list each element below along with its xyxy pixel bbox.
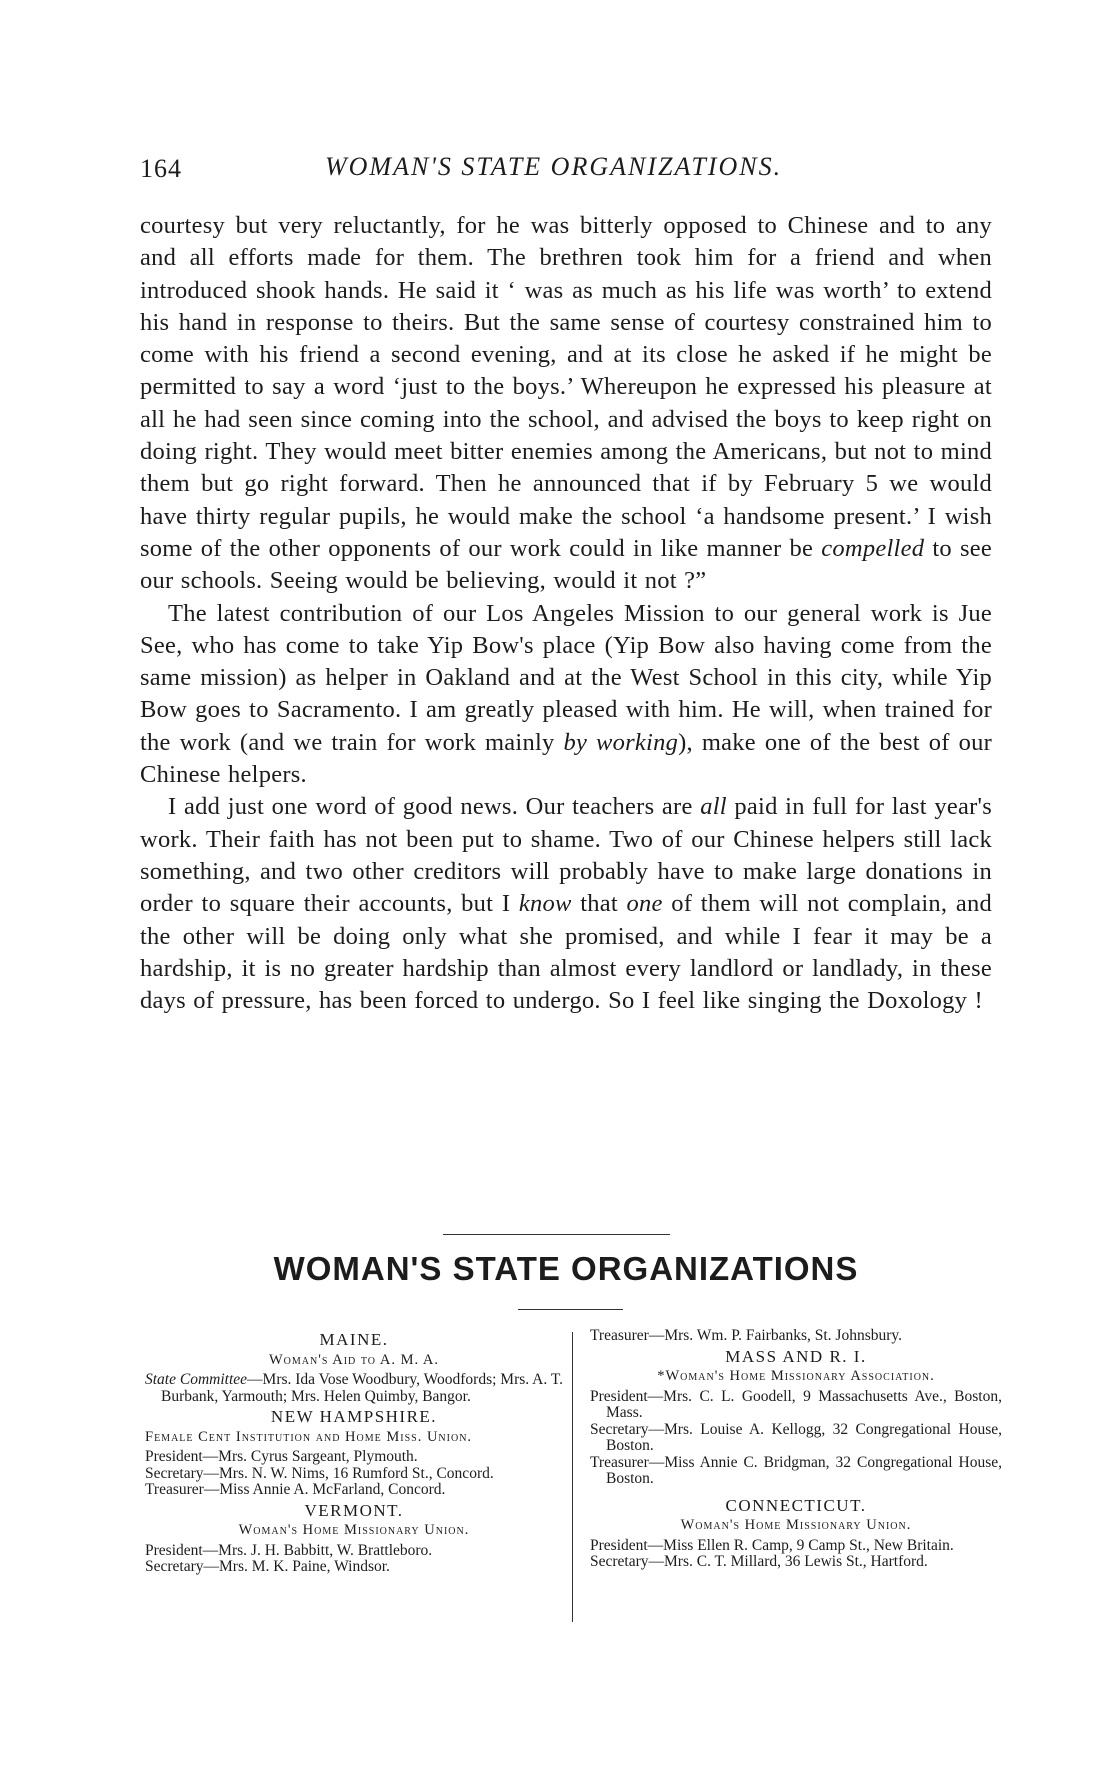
paragraph-1-end: to see our schools. Seeing would be believing, would it not ?” [140,534,992,595]
paragraph-3-emphasis-2: know [518,890,572,918]
ct-secretary: Secretary—Mrs. C. T. Millard, 36 Lewis St., Hartford. [590,1553,928,1570]
right-column [590,1328,1002,1571]
left-column [145,1328,563,1576]
paragraph-3-text-c: that [580,890,618,918]
running-head [140,150,1000,184]
org-vermont: Woman's Home Missionary Union. [238,1522,470,1538]
article-body [140,210,992,1017]
ma-secretary: Secretary—Mrs. Louise A. Kellogg, 32 Congregational House, Boston. [590,1420,1002,1454]
paragraph-2 [140,598,992,792]
maine-committee-label: State Committee [145,1371,248,1388]
maine-committee-text: —Mrs. Ida Vose Woodbury, Woodfords; Mrs. A. T. Burbank, Yarmouth; Mrs. Helen Quimby, Bangor. [161,1371,564,1405]
section-rule-bottom [518,1309,623,1310]
running-title: WOMAN'S STATE ORGANIZATIONS. [325,152,783,181]
paragraph-3-text-d: of them will not complain, and the other will be doing only what she promised, and while I fear it may be a hardship, it is no greater hardship than almost every landlord or landlady, in these days of pressure, has been forced to undergo. So I feel like singing the Doxology ! [140,890,993,1015]
vt-secretary: Secretary—Mrs. M. K. Paine, Windsor. [145,1558,390,1575]
paragraph-3-text-b: paid in full for last year's work. Their faith has not been put to shame. Two of our Chinese helpers still lack something, and two other creditors will probably have to make large donations in order to square their accounts, but I [140,793,993,918]
paragraph-1-text: courtesy but very reluctantly, for he was bitterly opposed to Chinese and to any and all efforts made for them. The brethren took him for a friend and when introduced shook hands. He said it ‘ was as much as his life was worth’ to extend his hand in response to theirs. But the same sense of courtesy constrained him to come with his friend a second evening, and at its close he asked if he might be permitted to say a word ‘just to the boys.’ Whereupon he expressed his pleasure at all he had seen since coming into the school, and advised the boys to keep right on doing right. They would meet bitter enemies among the Americans, but not to mind them but go right forward. Then he announced that if by February 5 we would have thirty regular pupils, he would make the school ‘a handsome present.’ I wish some of the other opponents of our work could in like manner be [140,212,992,562]
org-massachusetts: *Woman's Home Missionary Association. [657,1368,935,1384]
spacer [590,1488,1002,1494]
column-divider [572,1332,573,1622]
paragraph-3 [140,791,992,1017]
state-maine: MAINE. [319,1330,389,1349]
section-title: WOMAN'S STATE ORGANIZATIONS [273,1250,859,1287]
org-new-hampshire: Female Cent Institution and Home Miss. Union. [145,1428,473,1445]
paragraph-2-end: ), make one of the best of our Chinese helpers. [140,728,992,789]
nh-president: President—Mrs. Cyrus Sargeant, Plymouth. [145,1448,418,1465]
section-rule-top [443,1234,670,1235]
paragraph-3-text-a: I add just one word of good news. Our teachers are [168,793,693,821]
paragraph-3-emphasis-3: one [626,890,663,918]
vt-president: President—Mrs. J. H. Babbitt, W. Brattleboro. [145,1541,433,1559]
ma-treasurer: Treasurer—Miss Annie C. Bridgman, 32 Congregational House, Boston. [590,1453,1002,1487]
maine-committee [145,1372,563,1405]
state-connecticut: CONNECTICUT. [725,1495,867,1515]
paragraph-2-emphasis: by working [563,728,679,756]
state-new-hampshire: NEW HAMPSHIRE. [270,1407,438,1426]
org-connecticut: Woman's Home Missionary Union. [680,1517,912,1533]
state-massachusetts: MASS AND R. I. [725,1346,867,1366]
paragraph-1-emphasis: compelled [821,534,925,562]
paragraph-1 [140,210,992,598]
nh-secretary: Secretary—Mrs. N. W. Nims, 16 Rumford St., Concord. [145,1464,494,1482]
paragraph-2-text: The latest contribution of our Los Angeles Mission to our general work is Jue See, who has come to take Yip Bow's place (Yip Bow also having come from the same mission) as helper in Oakland and at the West School in this city, while Yip Bow goes to Sacramento. I am greatly pleased with him. He will, when trained for the work (and we train for work mainly [140,599,992,756]
nh-treasurer: Treasurer—Miss Annie A. McFarland, Concord. [145,1481,446,1498]
state-vermont: VERMONT. [304,1500,404,1520]
paragraph-3-emphasis-1: all [700,793,727,821]
ct-president: President—Miss Ellen R. Camp, 9 Camp St., New Britain. [590,1536,954,1554]
page-number: 164 [140,154,182,183]
ma-president: President—Mrs. C. L. Goodell, 9 Massachusetts Ave., Boston, Mass. [590,1387,1002,1421]
org-maine: Woman's Aid to A. M. A. [268,1351,440,1368]
vt-treasurer: Treasurer—Mrs. Wm. P. Fairbanks, St. Johnsbury. [590,1327,903,1344]
